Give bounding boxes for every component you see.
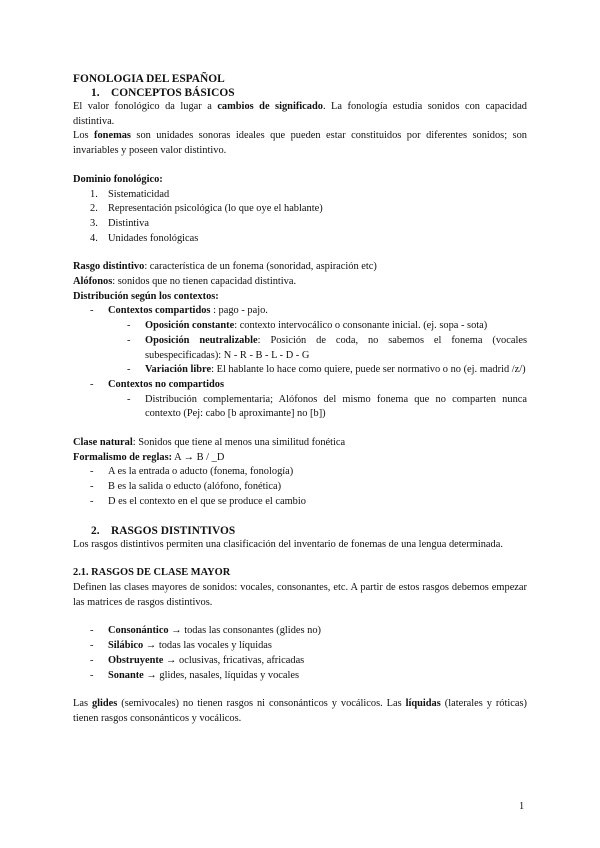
contextos-compartidos-item: - Contextos compartidos : pago - pajo. bbox=[90, 305, 268, 317]
document-title: FONOLOGIA DEL ESPAÑOL bbox=[73, 73, 225, 85]
list-item: 4. Unidades fonológicas bbox=[90, 232, 199, 244]
alofonos-definition: Alófonos: sonidos que no tienen capacidad distintiva. bbox=[73, 276, 297, 288]
rasgo-item-obstruyente: - Obstruyente → oclusivas, fricativas, africadas bbox=[90, 654, 305, 666]
rasgo-distintivo-definition: Rasgo distintivo: característica de un fonema (sonoridad, aspiración etc) bbox=[73, 261, 377, 273]
section-1-heading: 1. CONCEPTOS BÁSICOS bbox=[91, 87, 235, 99]
section-2-1-heading: 2.1. RASGOS DE CLASE MAYOR bbox=[73, 567, 231, 579]
list-item: 1. Sistematicidad bbox=[90, 188, 170, 200]
formalismo-item: - A es la entrada o aducto (fonema, fonología) bbox=[90, 466, 294, 478]
section-2-heading: 2. RASGOS DISTINTIVOS bbox=[91, 524, 236, 537]
glides-liquidas-paragraph: Las glides (semivocales) no tienen rasgos ni consonánticos y vocálicos. Las líquidas (laterales y róticas) tienen rasgos consonánticos y vocálicos. bbox=[73, 698, 527, 724]
page-number: 1 bbox=[519, 801, 525, 812]
section-2-1-paragraph: Definen las clases mayores de sonidos: vocales, consonantes, etc. A partir de estos rasgos debemos empezar las matrices de rasgos distintivos. bbox=[73, 581, 527, 608]
page-content bbox=[73, 72, 527, 727]
dominio-list bbox=[73, 188, 527, 247]
oposicion-neutralizable-item: - Oposición neutralizable: Posición de coda, no sabemos el fonema (vocales subespecificadas): N - R - B - L - D - G bbox=[127, 334, 527, 361]
list-item: 2. Representación psicológica (lo que oye el hablante) bbox=[90, 203, 323, 215]
rasgo-item-consonantico: - Consonántico → todas las consonantes (glides no) bbox=[90, 625, 321, 637]
distribucion-heading: Distribución según los contextos: bbox=[73, 290, 219, 302]
section-1-paragraph-1: El valor fonológico da lugar a cambios de significado. La fonología estudia sonidos con capacidad distintiva. bbox=[73, 101, 527, 127]
contextos-no-compartidos-item: - Contextos no compartidos bbox=[90, 378, 225, 390]
clase-natural-definition: Clase natural: Sonidos que tiene al menos una similitud fonética bbox=[73, 437, 346, 449]
oposicion-constante-item: - Oposición constante: contexto intervocálico o consonante inicial. (ej. sopa - sota) bbox=[127, 320, 488, 332]
section-2-paragraph: Los rasgos distintivos permiten una clasificación del inventario de fonemas de una lengua determinada. bbox=[73, 538, 503, 550]
variacion-libre-item: - Variación libre: El hablante lo hace como quiere, puede ser normativo o no (ej. madrid /z/) bbox=[127, 364, 526, 376]
formalismo-item: - D es el contexto en el que se produce el cambio bbox=[90, 495, 306, 507]
dominio-heading: Dominio fonológico: bbox=[73, 173, 163, 185]
formalismo-item: - B es la salida o educto (alófono, fonética) bbox=[90, 481, 282, 493]
list-item: 3. Distintiva bbox=[90, 217, 149, 229]
rasgo-item-sonante: - Sonante → glides, nasales, líquidas y vocales bbox=[90, 669, 300, 681]
formalismo-heading: Formalismo de reglas: A → B / _D bbox=[73, 451, 225, 463]
rasgo-item-silabico: - Silábico → todas las vocales y líquidas bbox=[90, 640, 272, 652]
distribucion-complementaria-item: - Distribución complementaria; Alófonos del mismo fonema que no comparten nunca contexto (Pej: cabo [b aproximante] no [b]) bbox=[127, 393, 527, 420]
section-1-paragraph-2: Los fonemas son unidades sonoras ideales que pueden estar constituidos por diferentes sonidos; son invariables y poseen valor distintivo. bbox=[73, 130, 527, 157]
